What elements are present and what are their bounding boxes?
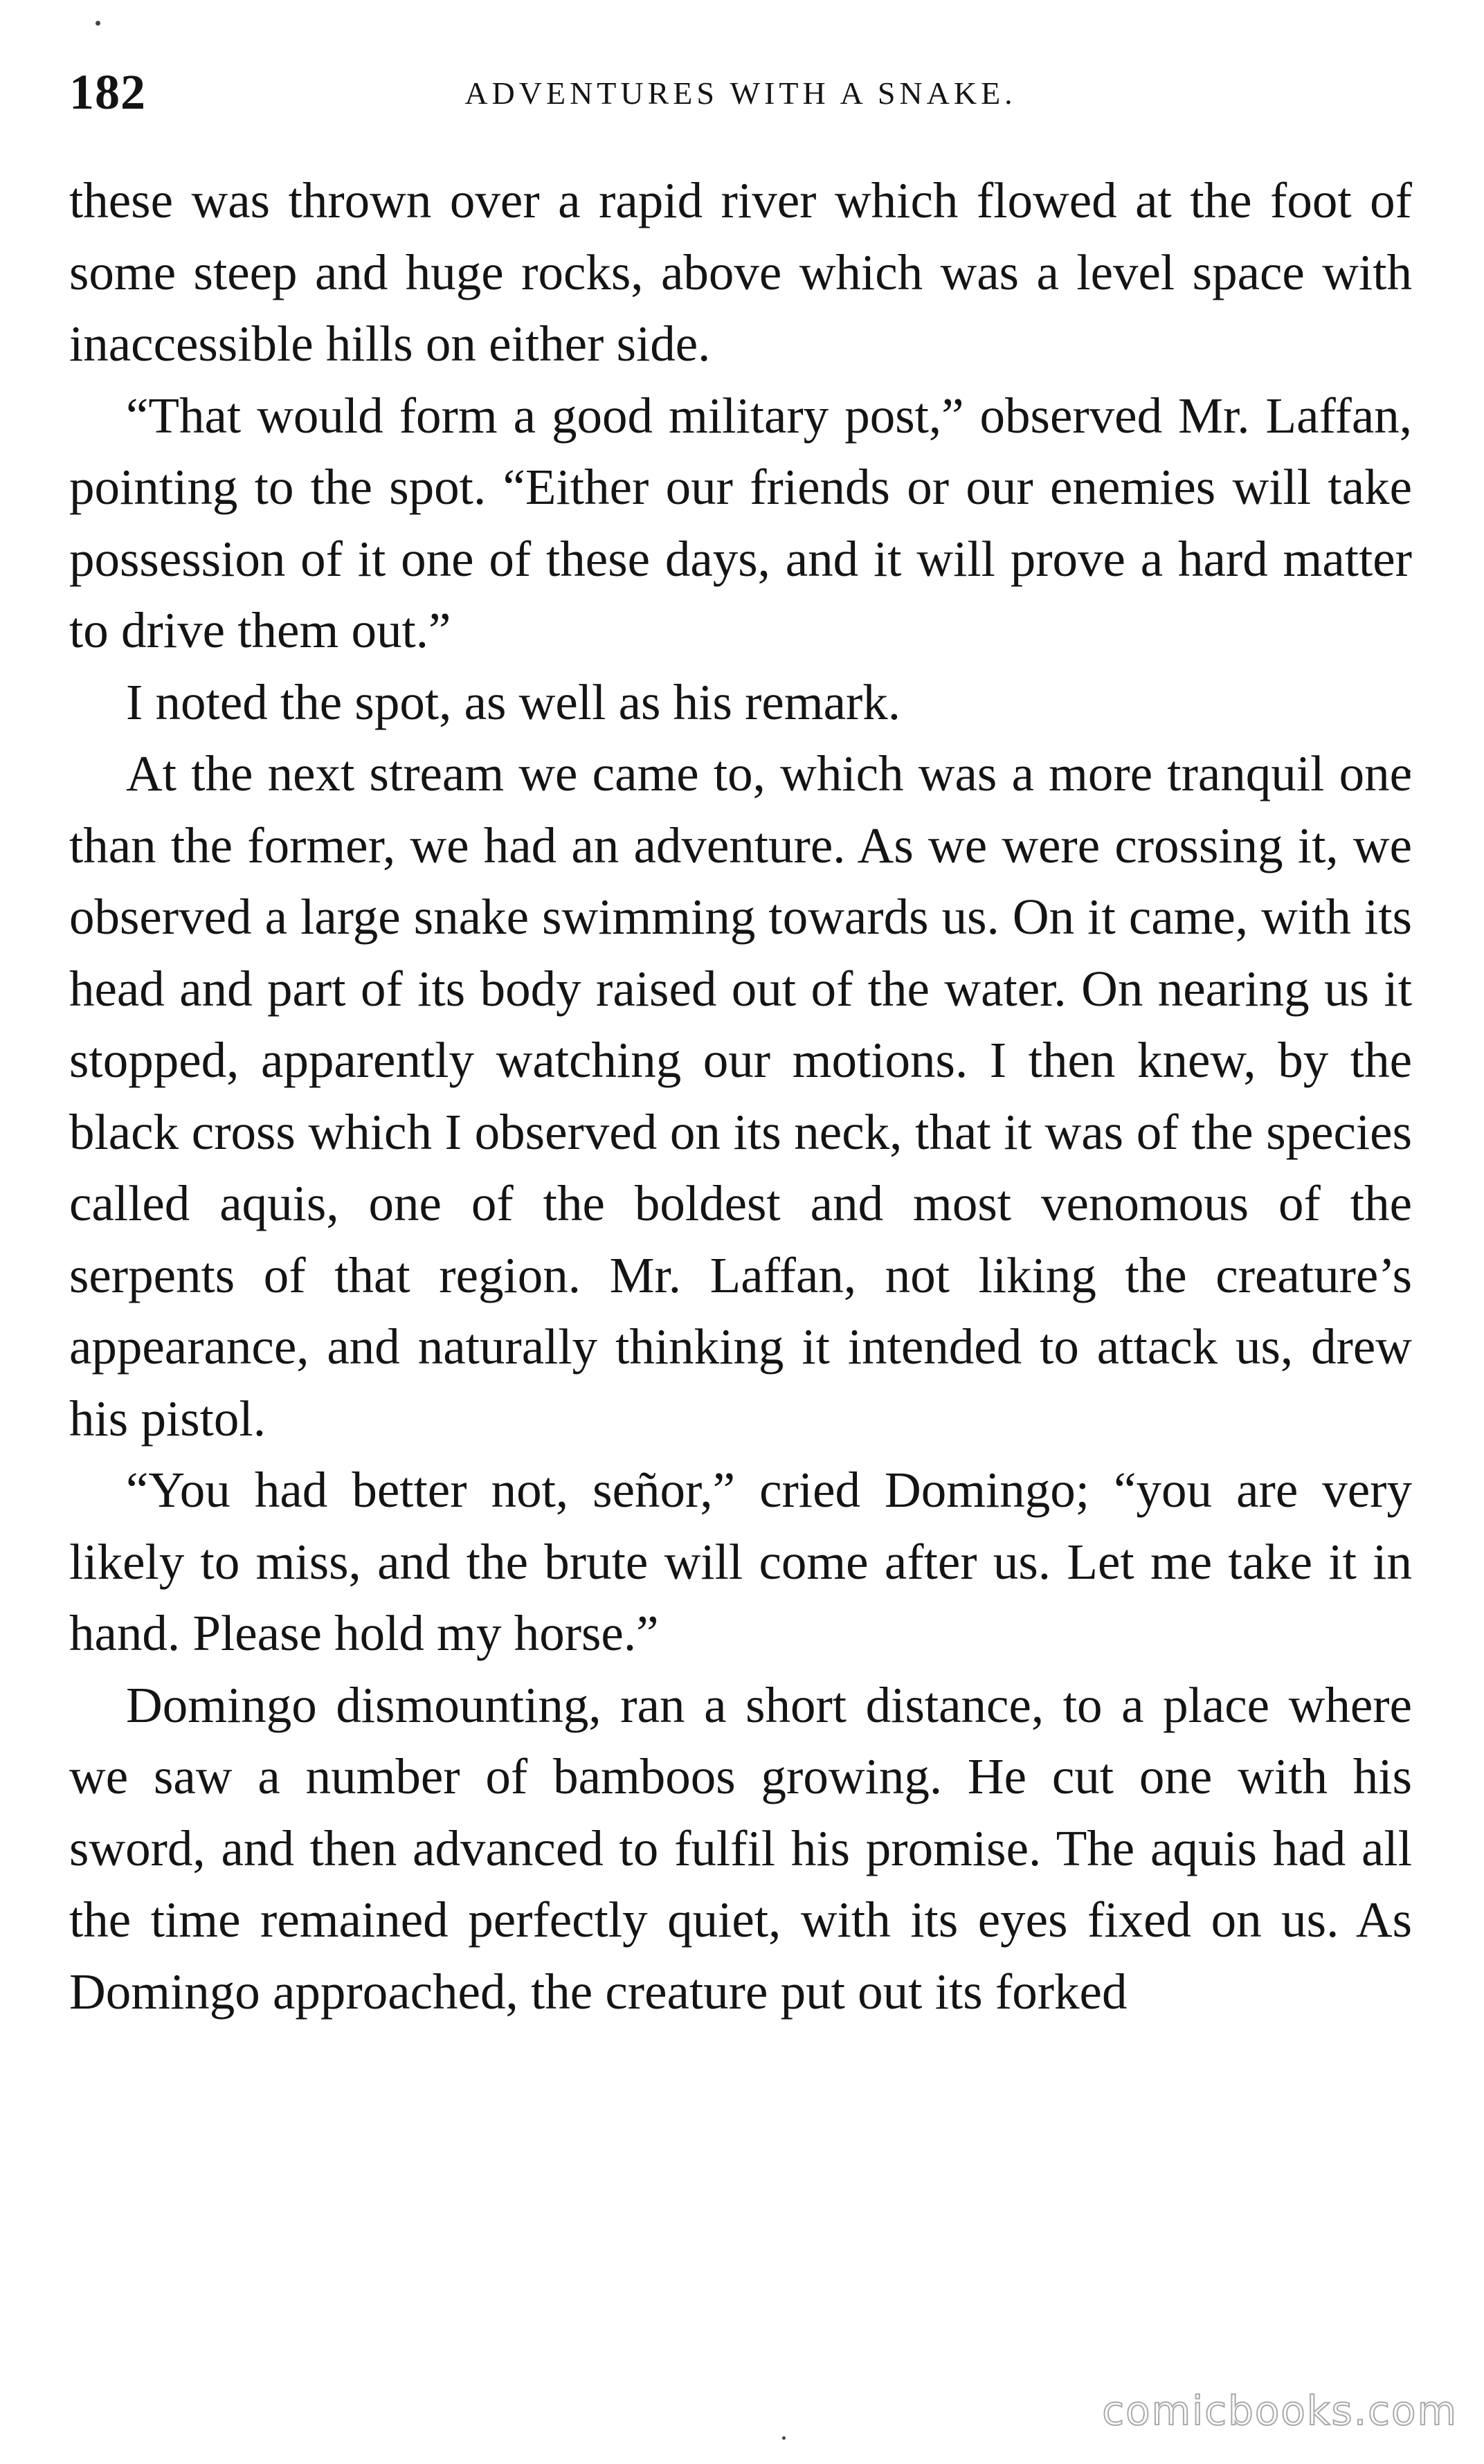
paragraph: I noted the spot, as well as his remark. <box>126 673 901 730</box>
paragraph: Domingo dismounting, ran a short distance, to a place where we saw a number of bamboos growing. He cut one with his sword, and then advanced to fulfil his promise. The aquis had all the time remained perfectly quiet, with its eyes fixed on us. As Domingo approached, the creature put out its forked <box>69 1676 1412 2020</box>
page-header <box>69 61 1412 123</box>
page-number: 182 <box>69 64 146 120</box>
paragraph: “You had better not, señor,” cried Domingo; “you are very likely to miss, and the brute will come after us. Let me take it in hand. Please hold my horse.” <box>69 1462 1412 1661</box>
body-text <box>69 165 1412 2027</box>
paragraph: “That would form a good military post,” observed Mr. Laffan, pointing to the spot. “Either our friends or our enemies will take possession of it one of these days, and it will prove a hard matter to drive them out.” <box>69 387 1412 658</box>
ink-speck <box>96 21 100 26</box>
paragraph: these was thrown over a rapid river which flowed at the foot of some steep and huge rocks, above which was a level space with inaccessible hills on either side. <box>69 172 1412 372</box>
ink-speck <box>782 2436 786 2440</box>
running-head: ADVENTURES WITH A SNAKE. <box>464 75 1017 111</box>
paragraph: At the next stream we came to, which was a more tranquil one than the former, we had an adventure. As we were crossing it, we observed a large snake swimming towards us. On it came, with its head and part of its body raised out of the water. On nearing us it stopped, apparently watching our motions. I then knew, by the black cross which I observed on its neck, that it was of the species called aquis, one of the boldest and most venomous of the serpents of that region. Mr. Laffan, not liking the creature’s appearance, and naturally thinking it intended to attack us, drew his pistol. <box>69 745 1412 1447</box>
watermark: comicbooks.com <box>1102 2387 1458 2434</box>
